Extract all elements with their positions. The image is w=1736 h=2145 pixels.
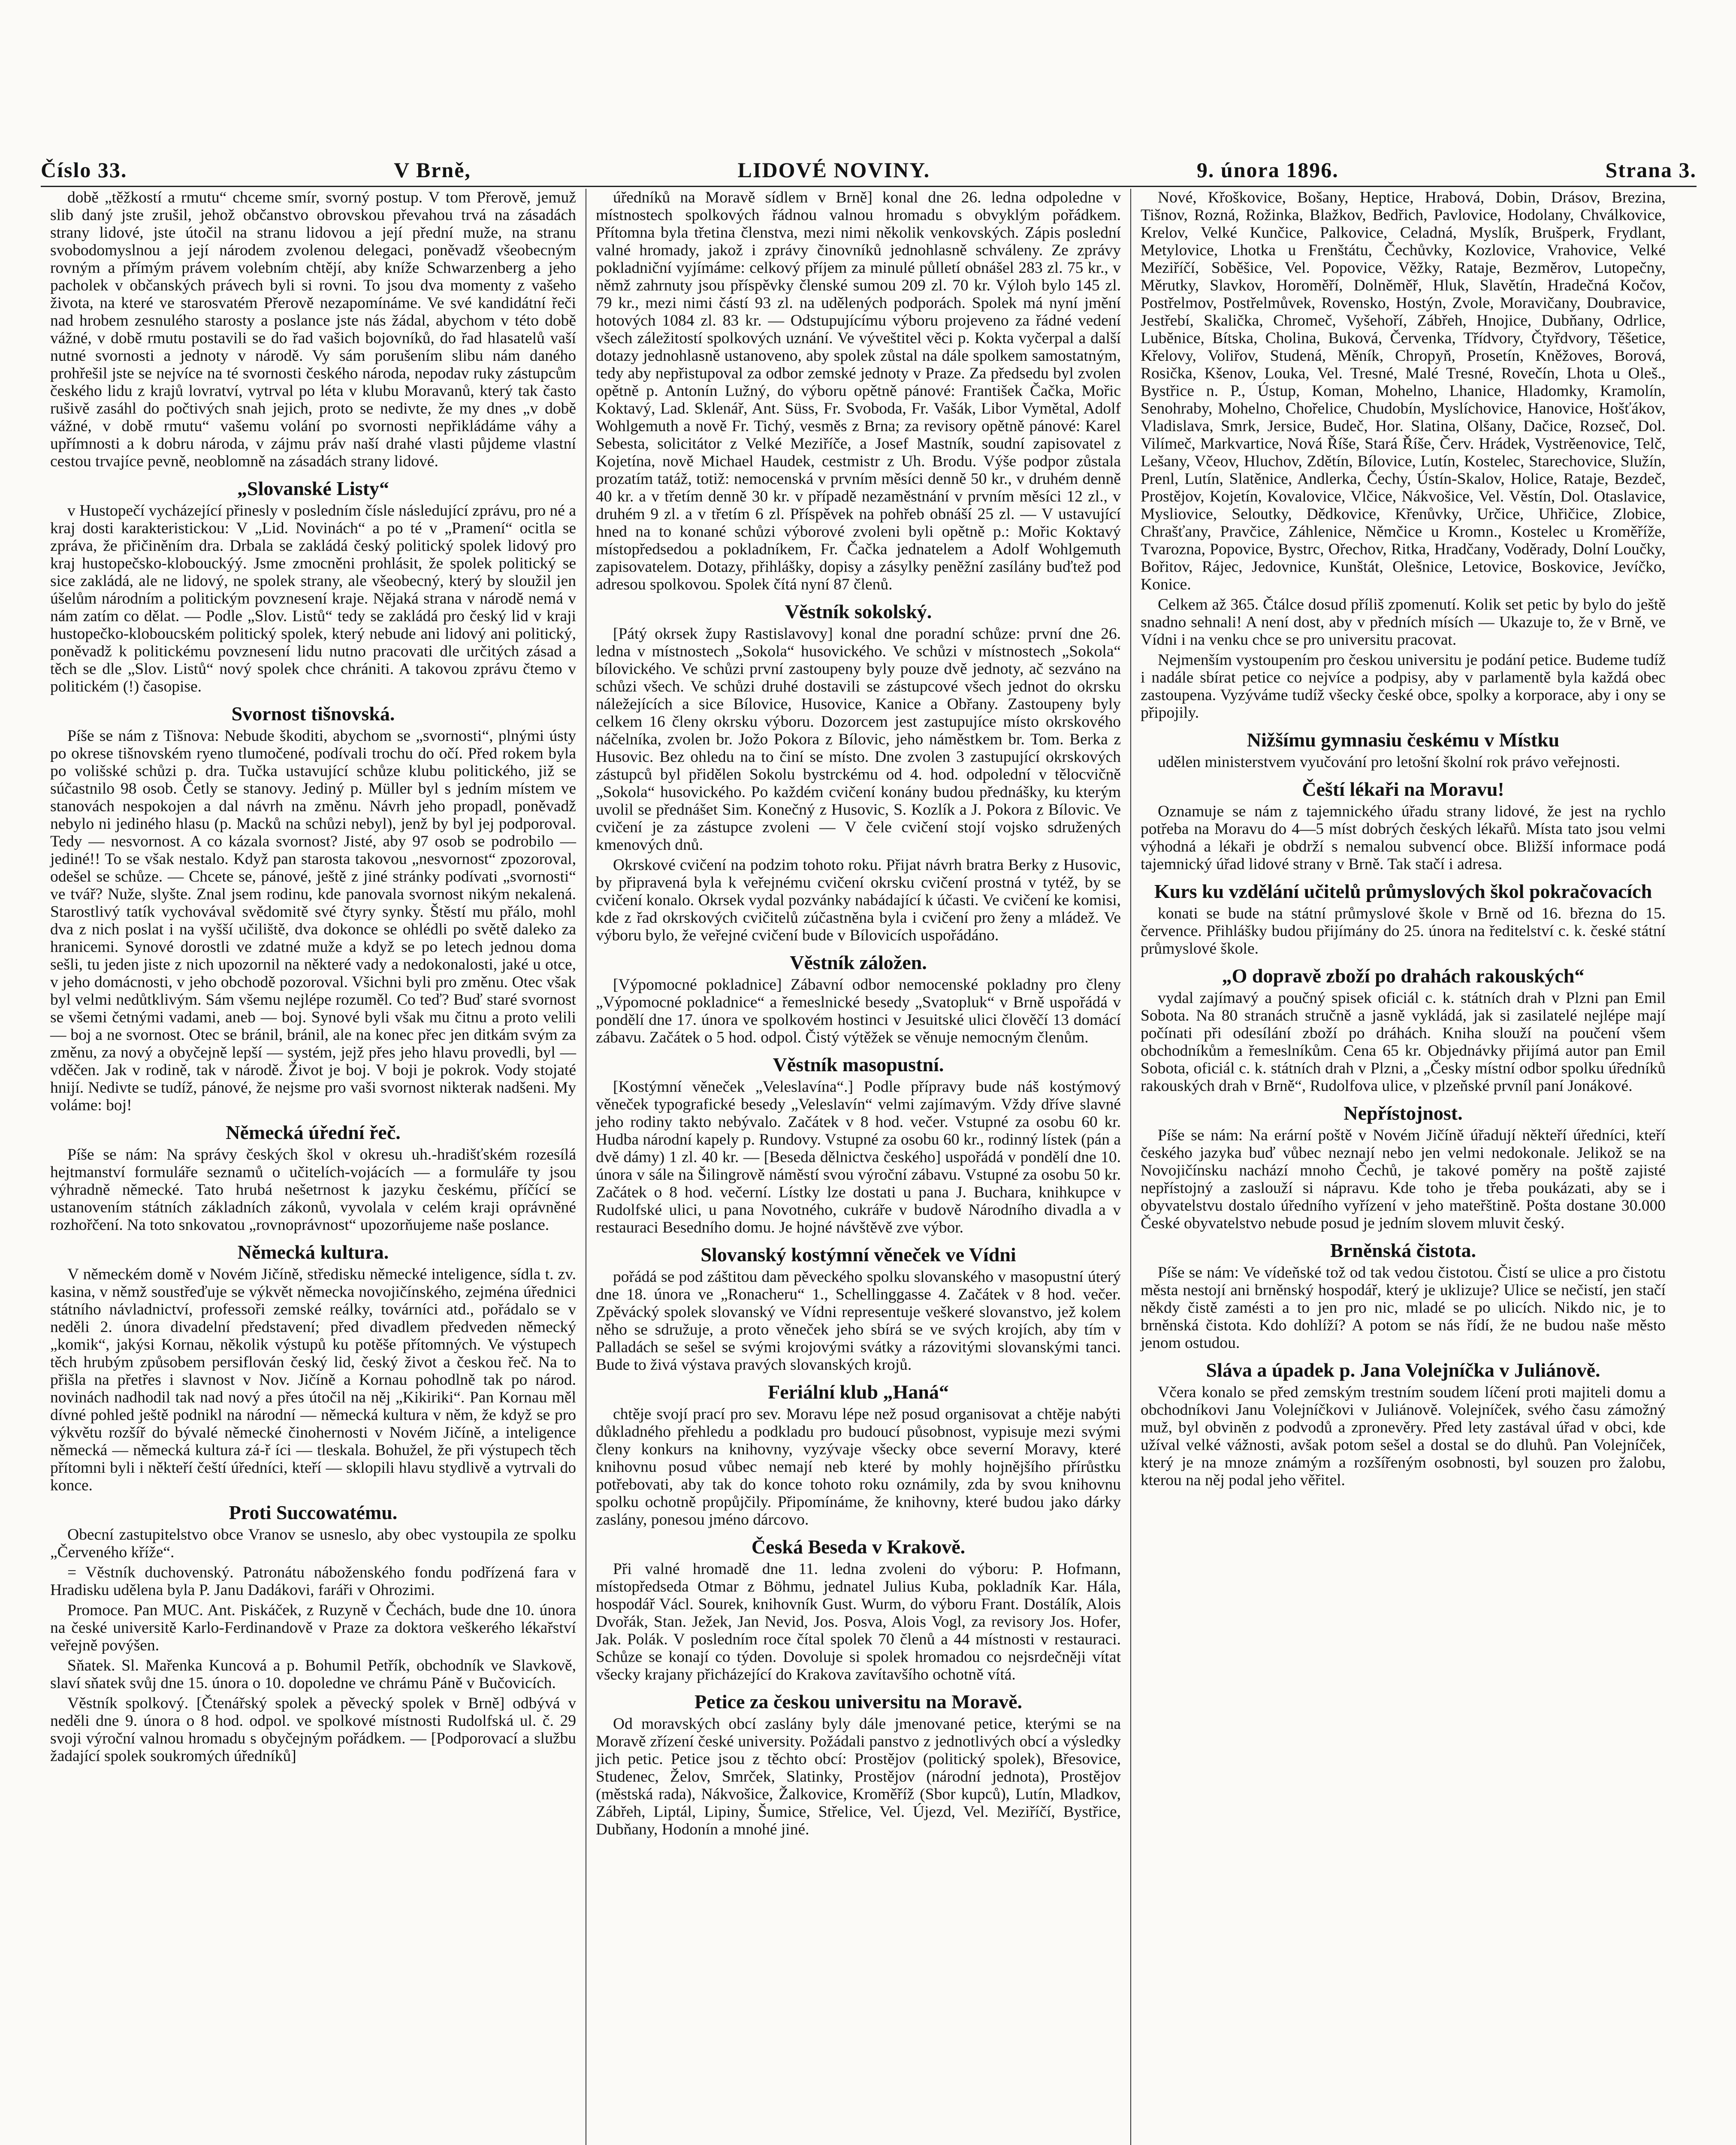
article-paragraph: Promoce. Pan MUC. Ant. Piskáček, z Ruzyně v Čechách, bude dne 10. února na české universitě Karlo-Ferdinandově v Praze za doktora veškerého lékařství veřejně povýšen. (50, 1601, 576, 1654)
article-paragraph: Celkem až 365. Čtálce dosud příliš zpomenutí. Kolik set petic by bylo do ještě snadno sehnali! A není dost, aby v předních mísích — Ukazuje to, že v Brně, ve Vídni i na venku chce se pro universitu pracovat. (1141, 596, 1666, 649)
column-3 (1130, 189, 1675, 2145)
article-heading: Petice za českou universitu na Moravě. (694, 1691, 1022, 1713)
article-paragraph: Nové, Křoškovice, Bošany, Heptice, Hrabová, Dobin, Drásov, Brezina, Tišnov, Rozná, Rožinka, Blažkov, Bedřich, Pavlovice, Hodolany, Chválkovice, Krelov, Velké Kunčice, Palkovice, Celadná, Myslík, Brušperk, Frydlant, Metylovice, Lhotka u Frenštátu, Čechůvky, Kozlovice, Vrahovice, Velké Meziříčí, Soběšice, Vel. Popovice, Věžky, Rataje, Bezměrov, Lutopečny, Měrutky, Slavkov, Horoměří, Dolněměř, Hluk, Slavětín, Hradečná Kočov, Postřelmov, Postřelmůvek, Rovensko, Hostýn, Zvole, Moravičany, Doubravice, Jestřebí, Skalička, Chromeč, Vyšehoří, Zábřeh, Hnojice, Dubňany, Odrlice, Luběnice, Bítska, Cholina, Buková, Červenka, Třídvory, Čtyřdvory, Těšetice, Křelovy, Voliřov, Studená, Měník, Chropyň, Prosetín, Kněžoves, Borová, Rosička, Kšenov, Louka, Vel. Tresné, Malé Tresné, Rovečín, Lhota u Oleš., Bystřice n. P., Ústup, Koman, Mohelno, Lhanice, Hladomky, Kramolín, Senohraby, Mohelno, Chořelice, Chudobín, Myslíchovice, Hanovice, Hošťákov, Vladislava, Smrk, Jersice, Budeč, Hor. Slatina, Olšany, Dačice, Rozseč, Dol. Vilímeč, Markvartice, Nová Říše, Stará Říše, Červ. Hrádek, Vystrěenovice, Telč, Lešany, Včeov, Hluchov, Zdětín, Bílovice, Lutín, Kostelec, Starechovice, Služín, Prenl, Lutín, Slatěnice, Andlerka, Čechy, Ústín-Skalov, Holice, Rataje, Bezdeč, Prostějov, Kojetín, Kovalovice, Vlčice, Nákvošice, Vel. Věstín, Dol. Otaslavice, Mysliovice, Seloutky, Dědkovice, Křenůvky, Určice, Uhřičice, Zlobice, Chrašťany, Pravčice, Záhlenice, Němčice u Kromn., Kostelec u Kroměříže, Tvarozna, Popovice, Bystrc, Ořechov, Ritka, Hradčany, Voděrady, Dolní Loučky, Bořitov, Rájec, Jedovnice, Kunštát, Olešnice, Letovice, Boskovice, Jevíčko, Konice. (1141, 189, 1666, 593)
newspaper-title: LIDOVÉ NOVINY. (737, 158, 930, 182)
article-paragraph: Sňatek. Sl. Mařenka Kuncová a p. Bohumil Petřík, obchodník ve Slavkově, slaví sňatek svůj dne 15. února o 10. dopoledne ve chrámu Páně v Bučovicích. (50, 1657, 576, 1692)
page-number: Strana 3. (1605, 158, 1697, 182)
article-heading: Brněnská čistota. (1330, 1239, 1476, 1261)
article-paragraph: Oznamuje se nám z tajemnického úřadu strany lidové, že jest na rychlo potřeba na Moravu do 4—5 míst dobrých českých lékařů. Místa tato jsou velmi výhodná a lékaři je obdrží s nemalou subvencí obce. Bližší informace podá tajemnický úřad lidové strany v Brně. Tak stačí i adresa. (1141, 803, 1666, 873)
article-paragraph: úředníků na Moravě sídlem v Brně] konal dne 26. ledna odpoledne v místnostech spolkových řádnou valnou hromadu s obvyklým pořádkem. Přítomna byla třetina členstva, mezi nimi několik venkovských. Zápis poslední valné hromady, jakož i zprávy činovníků jednohlasně schváleny. Ze zprávy pokladniční vyjímáme: celkový příjem za minulé půlletí obnášel 283 zl. 75 kr., v němž zahrnuty jsou příspěvky členské sumou 209 zl. 70 kr. Výloh bylo 145 zl. 79 kr., mezi nimi částí 93 zl. na udělených podporách. Spolek má nyní jmění hotových 1084 zl. 83 kr. — Odstupujícímu výboru projeveno za řádné vedení všech záležitostí spolkových uznání. Ve výveštitel věci p. Kokta vyčerpal a další dotazy jednohlasně ustanoveno, aby spolek zůstal na dále spolkem samostatným, tedy aby nepřistupoval za odbor zemské jednoty v Praze. Za předsedu byl zvolen opětně p. Antonín Lužný, do výboru opětně pánové: František Čačka, Mořic Koktavý, Lad. Sklenář, Ant. Süss, Fr. Svoboda, Fr. Vašák, Libor Vymětal, Adolf Wohlgemuth a nově Fr. Tichý, vesměs z Brna; za revisory opětně pánové: Karel Sebesta, solicitátor z Velké Meziříče, a Josef Mastník, soudní zapisovatel z Kojetína, nově Michael Haudek, cestmistr z Uh. Brodu. Výše podpor zůstala prozatím tatáž, totiž: nemocenská v prvním měsíci denně 50 kr., v druhém denně 40 kr. a v třetím denně 30 kr. v případě nezaměstnání v prvním měsíci 12 zl., v druhém 9 zl. a v třetím 6 zl. Příspěvek na pohřeb obnáší 25 zl. — V ustavující hned na to konané schůzi výborové zvoleni byli opětně p.: Mořic Koktavý místopředsedou a pokladníkem, Fr. Čačka jednatelem a Adolf Wohlgemuth zapisovatelem. Dotazy, přihlášky, dopisy a zásylky peněžní zasílány buďtež pod adresou spolkovou. Spolek čítá nyní 87 členů. (596, 189, 1121, 593)
article-paragraph: Okrskové cvičení na podzim tohoto roku. Přijat návrh bratra Berky z Husovic, by připravená byla k veřejnému cvičení okrsku cvičení prostná v tytéž, by se cvičení konalo. Okrsek vydal pozvánky nabádající k účasti. Ve cvičení ke komisi, kde z řad okrskových cvičitelů zúčastněna byla i cvičení pro ženy a mládež. Ve výboru bylo, že veřejné cvičení bude v Bílovicích uspořádáno. (596, 856, 1121, 944)
issue-number: Číslo 33. (41, 158, 127, 182)
article-heading: Svornost tišnovská. (231, 703, 395, 725)
article-paragraph: udělen ministerstvem vyučování pro letošní školní rok právo veřejnosti. (1158, 753, 1620, 771)
article-paragraph: Nejmenším vystoupením pro českou universitu je podání petice. Budeme tudíž i nadále sbírat petice co nejvíce a podpisy, aby v parlamentě byla každá obec zastoupena. Vyzýváme tudíž všecky české obce, spolky a korporace, aby i ony se připojily. (1141, 651, 1666, 722)
article-heading: Německá kultura. (237, 1241, 389, 1263)
article-paragraph: Píše se nám: Ve vídeňské tož od tak vedou čistotou. Čistí se ulice a pro čistotu města nestojí ani brněnský hospodář, který je uklizuje? Ulice se nečistí, jen stačí někdy čistě zamésti a to jen pro nic, mladé se po ulicích. Nikdo nic, je to brněnská čistota. Kdo dohlíží? A potom se nás řídí, že ne budou naše město jenom ostudou. (1141, 1264, 1666, 1352)
article-paragraph: = Věstník duchovenský. Patronátu náboženského fondu podřízená fara v Hradisku udělena byla P. Janu Dadákovi, faráři v Ohrozimi. (50, 1564, 576, 1599)
article-paragraph: V německém domě v Novém Jičíně, středisku německé inteligence, sídla t. zv. kasina, v němž soustřeďuje se výkvět německa novojičínského, zejména úřednici státního návladnictví, professoři zemské reálky, továrníci atd., pořádalo se v neděli 2. února divadelní představení; před divadlem předveden německý „komik“, jakýsi Kornau, několik výstupů ku potěše přítomných. Ve výstupech těch hrubým způsobem persiflován český lid, český život a českou řeč. Na to přišla na přetřes i slavnost v Nov. Jičíně a Kornau pohodlně tak po národ. novinách nadhodil tak nad nový a přes útočil na něj „Kikiriki“. Pan Kornau měl dívné pohled ještě podnikl na národní — německá kultura v něm, že když se pro výkvětu rozšíř do bývalé německé činohernosti v Novém Jičíně, a inteligence německá — německá kultura zá-ř íci — tleskala. Bohužel, že při výstupech těch přítomni byli i někteří čeští úředníci, kteří — sklopili hlavu stydlivě a vytrvali do konce. (50, 1266, 576, 1494)
article-paragraph: Věstník spolkový. [Čtenářský spolek a pěvecký spolek v Brně] odbývá v neděli dne 9. února o 8 hod. odpol. ve spolkové místnosti Rudolfská ul. č. 29 svoji výroční valnou hromadu s obyčejným pořádkem. — [Podporovací a službu žadající spolek soukromých úředníků] (50, 1695, 576, 1765)
article-paragraph: Včera konalo se před zemským trestním soudem líčení proti majiteli domu a obchodníkovi Janu Volejníčkovi v Juliánově. Volejníček, svého času zámožný muž, byl obviněn z podvodů a zpronevěry. Před lety zastával úřad v obci, kde užíval velké vážnosti, avšak potom sešel a dostal se do dluhů. Pan Volejníček, který je na mnoze známým a rozšířeným osobnosti, byl souzen pro žalobu, kterou na něj podal jeho věřitel. (1141, 1384, 1666, 1489)
article-paragraph: v Hustopečí vycházející přinesly v posledním čísle následující zprávu, pro né a kraj dosti karakteristickou: V „Lid. Novinách“ a po té v „Pramení“ ocitla se zpráva, že přičiněním dra. Drbala se zakládá český politický spolek lidový pro kraj hustopečsko-klobouckýý. Jsme zmocněni prohlásit, že spolek politický se sice zakládá, ale ne lidový, ne spolek strany, ale všeobecný, který by sloužil jen úšelům národním a politickým povznesení kraje. Nějaká strana v národě nemá v nám zatím co dělat. — Podle „Slov. Listů“ tedy se zakládá pro český lid v kraji hustopečko-kloboucském politický spolek, který nebude ani lidový ani politický, poněvadž k politickému povznesení lidu nutno pracovati dle určitých zásad a těch se dle „Slov. Listů“ nový spolek chce chrániti. A takovou zprávu čtemo v politickém (!) časopise. (50, 502, 576, 695)
article-paragraph: [Pátý okrsek župy Rastislavovy] konal dne poradní schůze: první dne 26. ledna v místnostech „Sokola“ husovického. Ve schůzi v místnostech „Sokola“ bílovického. Ve schůzi první zastoupeny byly pouze dvě jednoty, ač sezváno na schůzi všech. Ve schůzi druhé dostavili se zástupcové všech jednot do okrsku náležejících a sice Bílovice, Husovice, Kanice a Obřany. Zastoupeny byly celkem 16 členy okrsku výboru. Dozorcem jest zastupujíce místo okrskového náčelníka, zvolen br. Jožo Pokora z Bílovic, jeho náměstkem br. Tom. Berka z Husovic. Bez ohledu na to činí se místo. Dne zvolen 3 zastupující okrskových zástupců byl přidělen Sokolu bystrckému od 4. hod. odpolední v tělocvičně „Sokola“ husovického. Po každém cvičení konány budou přednášky, ku kterým uvolil se přednášet Sim. Konečný z Husovic, S. Kozlík a J. Pokora z Bílovic. Ve cvičení je za zástupce zvoleni — V čele cvičení stojí vojsko sdružených kmenových dnů. (596, 625, 1121, 854)
article-heading: „O dopravě zboží po drahách rakouských“ (1222, 965, 1585, 987)
article-paragraph: konati se bude na státní průmyslové škole v Brně od 16. března do 15. července. Přihlášky budou přijímány do 25. února na ředitelství c. k. české státní průmyslové škole. (1141, 905, 1666, 958)
article-heading: Nižšímu gymnasiu českému v Místku (1247, 729, 1560, 751)
article-paragraph: Obecní zastupitelstvo obce Vranov se usneslo, aby obec vystoupila ze spolku „Červeného kříže“. (50, 1526, 576, 1561)
article-paragraph: pořádá se pod záštitou dam pěveckého spolku slovanského v masopustní úterý dne 18. února ve „Ronacheru“ 1., Schellinggasse 4. Začátek v 8 hod. večer. Zpěvácký spolek slovanský ve Vídni representuje veškeré slovanstvo, jež kolem něho se sdružuje, a proto věneček jeho sbírá se ve svých krojích, aby tím v Palladách se sešel se svými krojovými svátky a rázovitými slovanskými tanci. Bude to živá výstava pravých slovanských krojů. (596, 1268, 1121, 1374)
article-heading: Čeští lékaři na Moravu! (1302, 778, 1504, 800)
city: V Brně, (394, 158, 471, 182)
article-paragraph: Píše se nám: Na erární poště v Novém Jičíně úřadují někteří úředníci, kteří českého jazyka buď vůbec neznají nebo jen velmi nedokonale. Jelikož se na Novojičínsku nachází mnoho Čechů, je takové poměry na poště zajisté nepřístojný a zaslouží si nápravu. Kde toho je třeba poukázati, aby se i obyvatelstvu dostalo úředního vyřízení v jeho mateřštině. Pošta dostane 30.000 České obyvatelstvo nebude posud je jedním slovem mluvit český. (1141, 1127, 1666, 1232)
column-2 (586, 189, 1130, 2145)
article-paragraph: chtěje svojí prací pro sev. Moravu lépe než posud organisovat a chtěje nabýti důkladného přehledu a podkladu pro budoucí působnost, vypisuje mezi svými členy konkurs na knihovny, vyzývaje všecky obce severní Moravy, které knihovnu posud vůbec nemají neb které by mohly hojnějšího přírůstku potřebovati, aby tak do konce tohoto roku oznámily, zda by svou knihovnu spolku ochotně propůjčily. Připomínáme, že knihovny, které budou jako dárky zaslány, ponesou jméno dárcovo. (596, 1405, 1121, 1529)
article-heading: Věstník záložen. (790, 952, 927, 973)
article-heading: Proti Succowatému. (229, 1502, 398, 1523)
article-heading: Kurs ku vzdělání učitelů průmyslových škol pokračovacích (1154, 880, 1652, 902)
article-heading: Česká Beseda v Krakově. (751, 1536, 966, 1558)
article-paragraph: Píše se nám z Tišnova: Nebude škoditi, abychom se „svornosti“, plnými ústy po okrese tišnovském ryeno tlumočené, podívali trochu do očí. Před rokem byla po volišské schůzi p. dra. Tučka ustavující schůze klubu politického, již se súčastnilo 98 osob. Četly se stanovy. Jediný p. Müller byl s jedním místem ve stanovách nespokojen a dal návrh na změnu. Návrh jeho propadl, poněvadž nebylo ni jediného hlasu (p. Macků na schůzi nebyl), jenž by byl jej podporoval. Tedy — nesvornost. A co kázala svornost? Jisté, aby 97 osob se podrobilo — jediné!! To se však nestalo. Když pan starosta takovou „nesvornost“ zpozoroval, odešel se schůze. — Chcete se, pánové, ještě z jiné stránky podívati „svornosti“ ve tvář? Nuže, slyšte. Znal jsem rodinu, kde panovala svornost nikým nekalená. Starostlivý tatík vychovával svědomitě své čtyry synky. Štěstí mu přálo, mohl dva z nich poslat i na vyšší učiliště, dva dokonce se ohlédli po světě daleko za hranicemi. Synové dorostli ve zdatné muže a když se po letech jednou doma sešli, tu jeden jiste z nich upozornil na některé vady a nedokonalosti, jaké u otce, v jeho domácnosti, v jeho obchodě pozoroval. Všichni byli pro změnu. Otec však byl velmi nedůtklivým. Sám všemu nejlépe rozuměl. Co teď? Buď staré svornost se všemi četnými vadami, aneb — boj. Synové byli však mu čitnu a proto velili — boj a ne svornost. Otec se bránil, bránil, ale na konec přec jen ditkám svým za změnu, za nový a obyčejně lepší — systém, jejž přes jeho hlavu provedli, byl — vděčen. Jak v rodině, tak v národě. Život je boj. V boji je pokrok. Vody stojaté hnijí. Nedivte se tudíž, pánové, že nejsme pro vaši svornost nikterak nadšeni. My voláme: boj! (50, 727, 576, 1114)
article-paragraph: vydal zajímavý a poučný spisek oficiál c. k. státních drah v Plzni pan Emil Sobota. Na 80 stranách stručně a jasně vykládá, jak si zasilatelé nejlépe mají počínati při odesílání zboží po dráhách. Kniha slouží na poučení všem obchodníkům a řemeslníkům. Cena 65 kr. Objednávky přijímá autor pan Emil Sobota, oficiál c. k. státních drah v Plzni, a „Česky místní odbor spolku úředníků rakouských drah v Brně“, Rudolfova ulice, v plzeňské prvníl paní Jonákové. (1141, 989, 1666, 1095)
masthead-row (41, 152, 1697, 187)
article-paragraph: době „těžkostí a rmutu“ chceme smír, svorný postup. V tom Přerově, jemuž slib daný jste zrušil, jehož občanstvo obrovskou převahou trvá na zásadách strany lidové, jste útočil na stranu lidovou a její přední muže, na stranu svobodomyslnou a její národem zvolenou delegaci, poněvadž všeobecným rovným a přímým právem volebním chtějí, aby kníže Schwarzenberg a jeho pacholek v občanských právech byli si rovni. To jsou dva momenty z vašeho života, na které ve starosvatém Přerově nezapomínáme. Ve své kandidátní řeči nad hrobem zesnulého starosty a poslance jste nás žádal, abychom v této době vážné, v době rmutu postavili se do řad vašich bojovníků, do řad hlasatelů vaší nutné svornosti a jednoty v národě. Vy sám porušením slibu nám daného prohřešil jste se nejvíce na té svornosti českého národa, nepodav ruky zástupcům českého lidu z krajů lovratví, vytrval po léta v klubu Moravanů, který tak často rušivě zasáhl do počtivých snah jejich, proto se nedivte, že my dnes „v době vážné, v době rmutu“ vašemu volání po svornosti nepřikládáme váhy a upřímnosti a k dobru národa, v zájmu práv naší drahé vlasti půjdeme vlastní cestou trvajíce pevně, neoblomně na zásadách strany lidové. (50, 189, 576, 470)
issue-date: 9. února 1896. (1196, 158, 1339, 182)
article-heading: Sláva a úpadek p. Jana Volejníčka v Juliánově. (1206, 1359, 1600, 1381)
article-heading: Německá úřední řeč. (226, 1121, 401, 1143)
article-heading: Nepřístojnost. (1344, 1102, 1463, 1124)
article-heading: Feriální klub „Haná“ (768, 1381, 949, 1403)
article-paragraph: Při valné hromadě dne 11. ledna zvoleni do výboru: P. Hofmann, místopředseda Otmar z Böhmu, jednatel Julius Kuba, pokladník Kar. Hála, hospodář Václ. Sourek, knihovník Gust. Wurm, do výboru Frant. Dostálík, Alois Dvořák, Stan. Ježek, Jan Nevid, Jos. Posva, Alois Vogl, za revisory Jos. Hofer, Jak. Polák. V posledním roce čítal spolek 70 členů a 44 místnosti v restauraci. Schůze se konají co týden. Dovoluje si spolek hromadou co nejsrdečněji vítat všecky krajany přicházející do Krakova zavítavšího ochotně vítá. (596, 1560, 1121, 1683)
article-heading: Věstník sokolský. (785, 601, 932, 622)
column-1 (41, 189, 586, 2145)
article-columns (41, 189, 1697, 2145)
article-heading: Slovanský kostýmní věneček ve Vídni (700, 1244, 1016, 1266)
article-paragraph: Píše se nám: Na správy českých škol v okresu uh.-hradišťském rozesílá hejtmanství formuláře seznamů o učitelích-vojácích — a formuláře ty jsou výhradně německé. Tato hrubá nešetrnost k jazyku českému, příčící se ustanovením státních základních zákonů, vyvolala v celém kraji oprávněné rozhořčení. Na toto snkovatou „rovnoprávnost“ upozorňujeme naše poslance. (50, 1146, 576, 1234)
article-paragraph: [Kostýmní věneček „Veleslavína“.] Podle přípravy bude náš kostýmový věneček typografické besedy „Veleslavín“ velmi zajímavým. Vždy dříve slavné jeho rodiny takto nebývalo. Začátek v 8 hod. večer. Vstupné za osobu 60 kr. Hudba národní kapely p. Rundovy. Vstupné za osobu 60 kr., rodinný lístek (pán a dvě dámy) 1 zl. 40 kr. — [Beseda dělnictva českého] uspořádá v pondělí dne 10. února v sále na Šilingrově náměstí svou výroční zábavu. Vstupné za osobu 50 kr. Začátek o 8 hod. večerní. Lístky lze dostati u pana J. Buchara, knihkupce v Rudolfské ulici, u pana Novotného, cukráře v budově Národního divadla a v restauraci Besedního domu. Je hojné návštěvě zve výbor. (596, 1078, 1121, 1236)
article-heading: „Slovanské Listy“ (237, 477, 389, 499)
article-heading: Věstník masopustní. (773, 1054, 944, 1076)
article-paragraph: Od moravských obcí zaslány byly dále jmenované petice, kterými se na Moravě zřízení české university. Požádali panstvo z jednotlivých obcí a výsledky jich petic. Petice jsou z těchto obcí: Prostějov (politický spolek), Břesovice, Studenec, Želov, Smrček, Slatinky, Prostějov (národní jednota), Prostějov (městská rada), Nákvošice, Žalkovice, Kroměříž (Sbor kupců), Lutín, Mladkov, Zábřeh, Liptál, Lipiny, Šumice, Střelice, Vel. Újezd, Vel. Meziříčí, Bystřice, Dubňany, Hodonín a mnohé jiné. (596, 1715, 1121, 1838)
article-paragraph: [Výpomocné pokladnice] Zábavní odbor nemocenské pokladny pro členy „Výpomocné pokladnice“ a řemeslnické besedy „Svatopluk“ v Brně uspořádá v pondělí dne 17. února ve spolkovém hostinci v Jesuitské ulici člověčí 13 domácí zábavu. Začátek o 5 hod. odpol. Čistý výtěžek se věnuje nemocným členům. (596, 976, 1121, 1046)
